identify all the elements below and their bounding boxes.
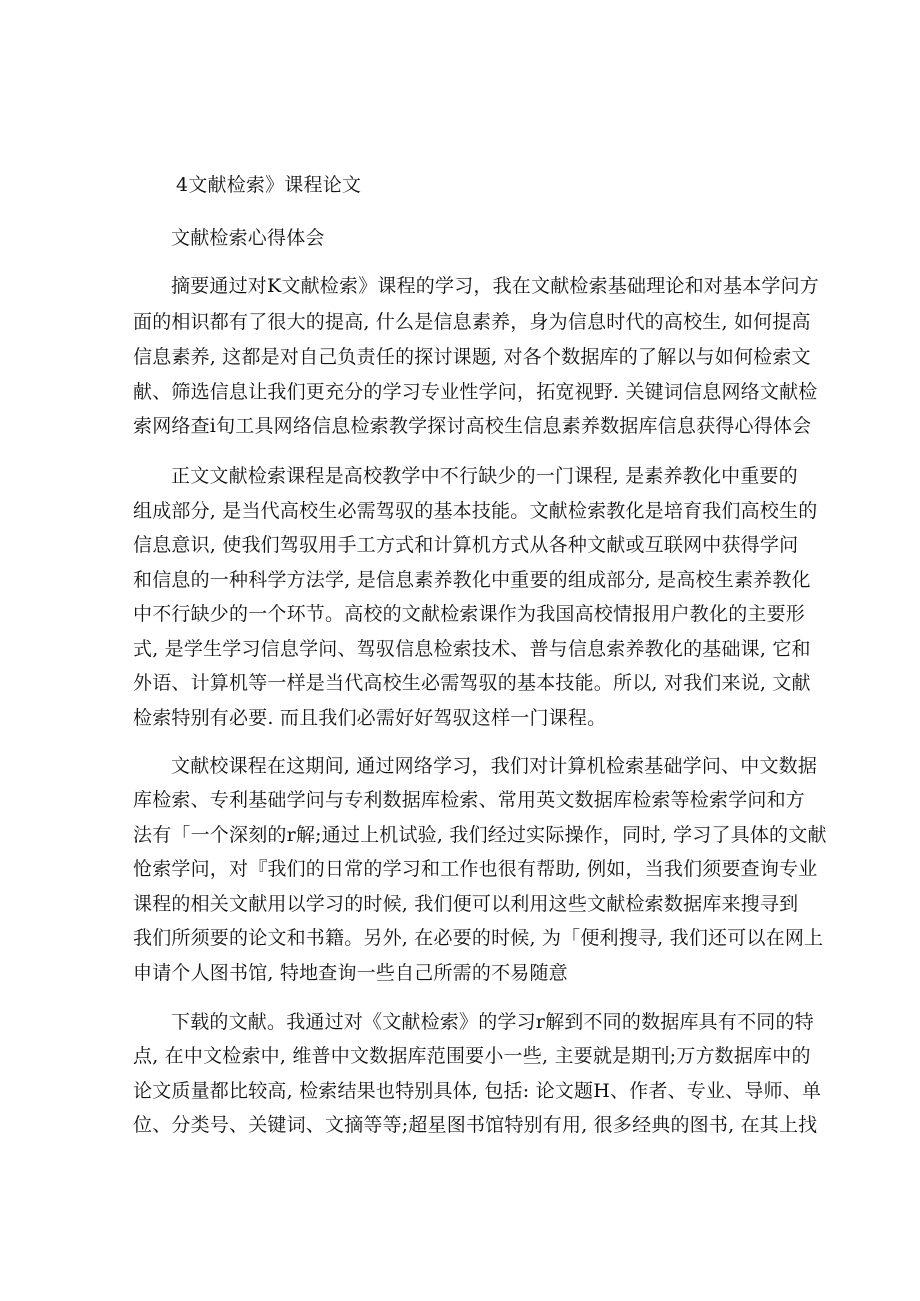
paragraph-3-line-4: 怆索学问，对『我们的日常的学习和工作也很有帮助, 例如，当我们须要查询专业 — [133, 858, 818, 880]
paragraph-1-line-2: 面的相识都有了很大的提高, 什么是信息素养，身为信息时代的高校生, 如何提高 — [133, 311, 811, 333]
paragraph-1-line-4: 献、筛选信息让我们更充分的学习专业性学问，拓宽视野. 关键词信息网络文献检 — [133, 381, 818, 403]
paragraph-1-line-3: 信息素养, 这都是对自己负责任的探讨课题, 对各个数据库的了解以与如何检索文 — [133, 346, 811, 368]
paragraph-2-line-1: 正文文献检索课程是高校教学中不行缺少的一门课程, 是素养教化中重要的 — [171, 465, 798, 487]
paragraph-2-line-7: 外语、计算机等一样是当代高校生必需驾驭的基本技能。所以, 对我们来说, 文献 — [133, 672, 811, 694]
document-subtitle: 文献检索心得体会 — [171, 227, 325, 249]
paragraph-3-line-5: 课程的相关文献用以学习的时候, 我们便可以利用这些文献检索数据库来搜寻到 — [133, 893, 799, 915]
paragraph-4-line-4: 位、分类号、关键词、文摘等等;超星图书馆特别有用, 很多经典的图书, 在其上找 — [133, 1114, 818, 1136]
paragraph-1-line-1: 摘要通过对K文献检索》课程的学习，我在文献检索基础理论和对基本学问方 — [171, 275, 819, 297]
paragraph-2-line-3: 信息意识, 使我们驾驭用手工方式和计算机方式从各种文献或互联网中获得学问 — [133, 534, 799, 556]
paragraph-3-line-3: 法有「一个深刻的r解;通过上机试验, 我们经过实际操作，同时, 学习了具体的文献 — [133, 824, 827, 846]
paragraph-2-line-8: 检索特别有必要. 而且我们必需好好驾驭这样一门课程。 — [133, 707, 607, 729]
document-title: 4文献检索》课程论文 — [176, 174, 362, 196]
paragraph-1-line-5: 索网络查i旬工具网络信息检索教学探讨高校生信息素养数据库信息获得心得体会 — [133, 415, 812, 437]
paragraph-3-line-1: 文献校课程在这期间, 通过网络学习，我们对计算机检索基础学问、中文数据 — [171, 755, 818, 777]
paragraph-4-line-2: 点, 在中文检索中, 维普中文数据库范围要小一些, 主要就是期刊;万方数据库中的 — [133, 1045, 811, 1067]
paragraph-2-line-5: 中不行缺少的一个环节。高校的文献检索课作为我国高校情报用户教化的主要形 — [133, 603, 806, 625]
paragraph-3-line-2: 库检索、专利基础学问与专利数据库检索、常用英文数据库检索等检索学问和方 — [133, 789, 806, 811]
paragraph-3-line-7: 申请个人图书馆, 特地查询一些自己所需的不易随意 — [133, 962, 568, 984]
paragraph-2-line-4: 和信息的一种科学方法学, 是信息素养教化中重要的组成部分, 是高校生素养教化 — [133, 569, 811, 591]
paragraph-2-line-6: 式, 是学生学习信息学问、驾驭信息检索技术、普与信息索养教化的基础课, 它和 — [133, 638, 811, 660]
paragraph-3-line-6: 我们所须要的论文和书籍。另外, 在必要的时候, 为「便利搜寻, 我们还可以在网上 — [133, 927, 824, 949]
paragraph-4-line-3: 论文质量都比较高, 检索结果也特别具体, 包括: 论文题H、作者、专业、导师、单 — [133, 1080, 822, 1102]
paragraph-4-line-1: 下载的文献。我通过对《文献检索》的学习r解到不同的数据库具有不同的特 — [171, 1011, 814, 1033]
paragraph-2-line-2: 组成部分, 是当代高校生必需驾驭的基本技能。文献检索教化是培育我们高校生的 — [133, 500, 818, 522]
